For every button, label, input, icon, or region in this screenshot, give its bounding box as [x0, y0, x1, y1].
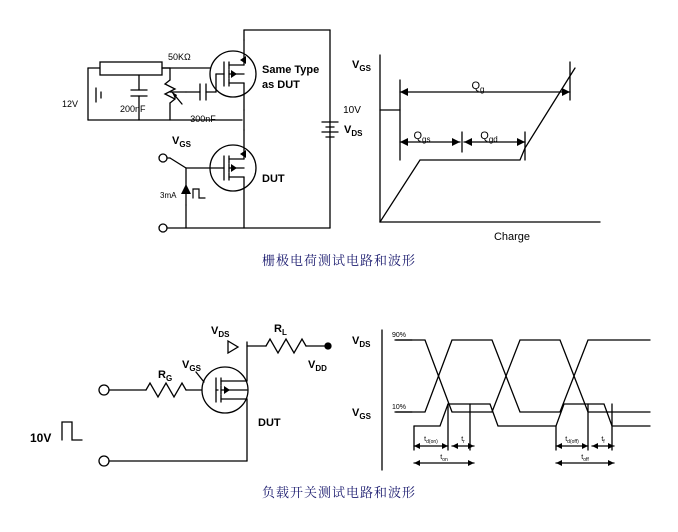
label-dut-1: DUT: [262, 173, 285, 185]
figure-switching: [0, 300, 678, 490]
timing-td-off: $t_{d(off)}$: [565, 436, 579, 445]
label-rg: $R_G$: [158, 369, 173, 383]
timing-tf: $t_f$: [601, 436, 605, 445]
waveform2-percent-90: 90%: [392, 332, 407, 339]
label-vgs-2: $V_{GS}$: [182, 359, 201, 373]
figure1-caption: 栅极电荷测试电路和波形: [261, 254, 416, 269]
timing-toff: $t_{off}$: [581, 454, 589, 463]
waveform2-percent-10: 10%: [392, 404, 407, 411]
timing-ton: $t_{on}$: [440, 454, 448, 463]
waveform2-label-vds: $V_{DS}$: [352, 335, 371, 349]
label-dut-2: DUT: [258, 417, 281, 429]
waveform1-y-label: $V_{GS}$: [352, 59, 371, 73]
annotation-qg: $Q_g$: [471, 80, 485, 94]
waveform1-x-label: Charge: [493, 231, 531, 243]
label-cap-300nf: 300nF: [190, 114, 216, 124]
figure-gate-charge: [0, 0, 678, 250]
label-same-type: Same Type: [262, 64, 320, 76]
label-input-10v: 10V: [30, 431, 52, 445]
label-resistor-50k: 50KΩ: [168, 52, 191, 62]
label-rl: $R_L$: [274, 323, 287, 337]
timing-tr: $t_r$: [461, 436, 465, 445]
label-current-3ma: 3mA: [160, 191, 177, 200]
waveform2-label-vgs: $V_{GS}$: [352, 407, 371, 421]
label-vds-1: $V_{DS}$: [344, 124, 363, 138]
label-supply-12v: 12V: [61, 99, 79, 109]
label-as-dut: as DUT: [262, 79, 300, 91]
label-vdd: $V_{DD}$: [308, 359, 327, 373]
waveform1-y-tick-10v: 10V: [343, 105, 361, 116]
label-vds-2: $V_{DS}$: [211, 325, 230, 339]
label-cap-200nf: 200nF: [120, 104, 146, 114]
annotation-qgs: $Q_{gs}$: [413, 130, 431, 144]
timing-td-on: $t_{d(on)}$: [424, 436, 438, 445]
annotation-qgd: $Q_{gd}$: [480, 130, 498, 144]
label-vgs-1: $V_{GS}$: [172, 135, 191, 149]
figure2-caption: 负载开关测试电路和波形: [261, 486, 416, 501]
